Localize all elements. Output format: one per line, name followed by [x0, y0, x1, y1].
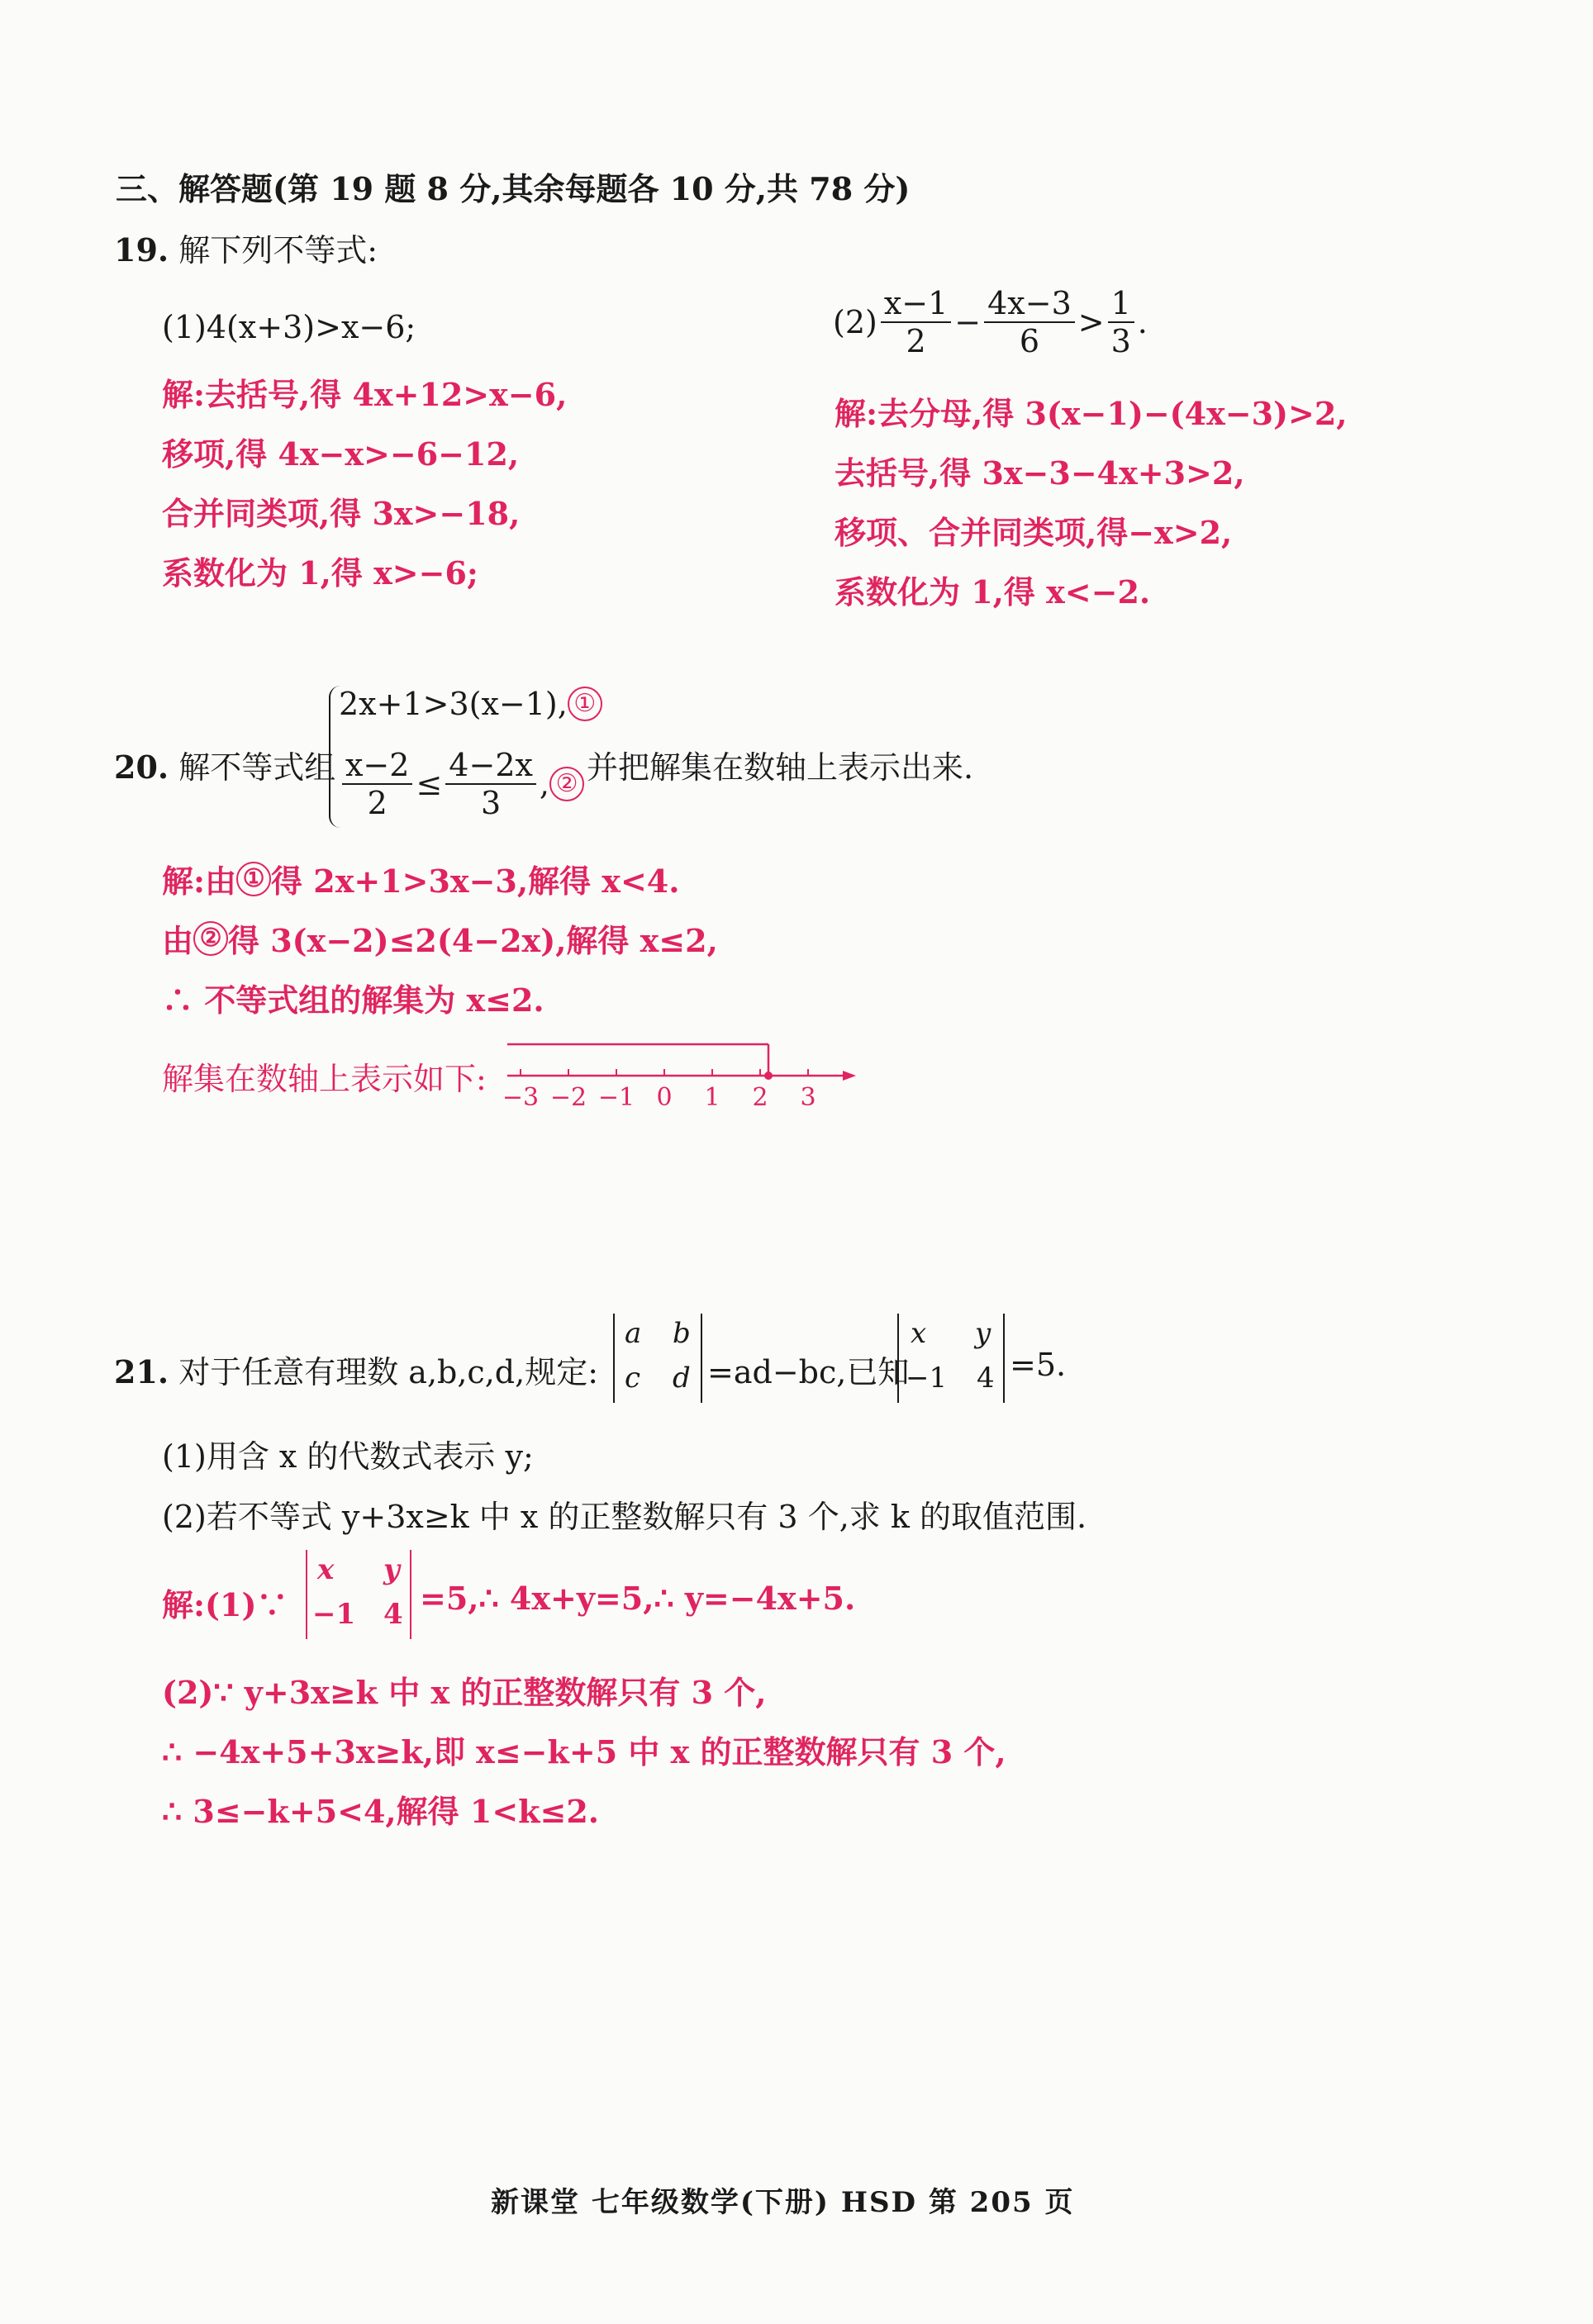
q21-solution-line-3: ∴ −4x+5+3x≥k,即 x≤−k+5 中 x 的正整数解只有 3 个, [162, 1733, 1006, 1770]
question-21-text-b: =ad−bc,已知 [707, 1354, 910, 1390]
circled-number: ① [236, 862, 271, 896]
section-heading: 三、解答题(第 19 题 8 分,其余每题各 10 分,共 78 分) [116, 170, 911, 207]
det-cell: y [975, 1317, 991, 1350]
text: 解:由 [162, 863, 237, 900]
text: 得 3(x−2)≤2(4−2x),解得 x≤2, [228, 922, 718, 959]
q21-part2: (2)若不等式 y+3x≥k 中 x 的正整数解只有 3 个,求 k 的取值范围. [162, 1499, 1087, 1535]
question-19 [114, 225, 378, 270]
numerator: 4−2x [445, 747, 536, 785]
inequality-1: 2x+1>3(x−1), [339, 686, 568, 722]
det-cell: c [625, 1362, 641, 1395]
axis-tick-label: 0 [656, 1083, 673, 1112]
comma: , [539, 766, 550, 802]
closed-point [764, 1072, 773, 1080]
q20-solution-line-2 [162, 915, 718, 961]
question-number: 19. [114, 231, 169, 269]
numerator: x−2 [342, 747, 412, 785]
question-number: 20. [114, 749, 169, 786]
det-cell: b [673, 1317, 691, 1350]
axis-tick-label: −1 [597, 1083, 635, 1112]
question-21-text-c: =5. [1010, 1347, 1067, 1383]
q21-solution-line-1b: =5,∴ 4x+y=5,∴ y=−4x+5. [420, 1580, 856, 1617]
question-text: 解不等式组 [178, 749, 336, 786]
q21-solution-line-1a: 解:(1)∵ [162, 1586, 288, 1623]
det-cell: d [673, 1362, 691, 1395]
q19-part2-solution-line: 去括号,得 3x−3−4x+3>2, [835, 454, 1245, 492]
axis-tick-label: 2 [752, 1083, 768, 1112]
fraction [1108, 285, 1134, 359]
det-cell: 4 [383, 1598, 403, 1631]
axis-tick-label: 3 [800, 1083, 816, 1112]
system-line-1 [339, 686, 602, 722]
denominator: 3 [481, 785, 502, 821]
axis-tick-label: −3 [502, 1083, 540, 1112]
question-number: 21. [114, 1353, 169, 1390]
det-cell: 4 [977, 1362, 995, 1395]
q19-part1-solution-line: 解:去括号,得 4x+12>x−6, [162, 376, 568, 413]
q20-solution-line-1 [162, 856, 679, 901]
det-cell: y [383, 1553, 400, 1586]
numerator: x−1 [881, 285, 951, 323]
q21-solution-line-4: ∴ 3≤−k+5<4,解得 1<k≤2. [162, 1793, 599, 1830]
operator: − [954, 304, 982, 340]
q19-part1-problem: (1)4(x+3)>x−6; [162, 309, 416, 345]
circled-number: ① [568, 687, 602, 721]
page-footer: 新课堂 七年级数学(下册) HSD 第 205 页 [491, 2186, 1075, 2219]
q19-part2-problem [833, 285, 1148, 359]
determinant-given [897, 1314, 1005, 1403]
det-cell: −1 [312, 1598, 356, 1631]
fraction [445, 747, 536, 821]
question-text: 解下列不等式: [178, 232, 378, 269]
text: 由 [162, 922, 194, 959]
denominator: 6 [1019, 323, 1040, 359]
denominator: 2 [906, 323, 926, 359]
numerator: 4x−3 [984, 285, 1075, 323]
denominator: 3 [1110, 323, 1131, 359]
fraction [342, 747, 412, 821]
q19-part2-solution-line: 系数化为 1,得 x<−2. [835, 573, 1151, 611]
q19-part2-solution-line: 解:去分母,得 3(x−1)−(4x−3)>2, [835, 395, 1348, 432]
question-21 [114, 1347, 598, 1392]
axis-arrow-icon [843, 1071, 856, 1081]
period: . [1137, 304, 1148, 340]
operator: > [1077, 304, 1105, 340]
det-cell: −1 [906, 1362, 948, 1395]
axis-tick-label: −2 [549, 1083, 587, 1112]
part-label: (2) [833, 304, 877, 340]
denominator: 2 [367, 785, 388, 821]
det-cell: x [317, 1553, 335, 1586]
numerator: 1 [1108, 285, 1134, 323]
q19-part1-solution-line: 合并同类项,得 3x>−18, [162, 495, 521, 532]
q20-solution-line-3: ∴ 不等式组的解集为 x≤2. [162, 981, 544, 1019]
determinant-definition [613, 1314, 702, 1403]
number-line-label: 解集在数轴上表示如下: [162, 1061, 487, 1097]
fraction [881, 285, 951, 359]
axis-tick-label: 1 [704, 1083, 720, 1112]
text: 得 2x+1>3x−3,解得 x<4. [271, 863, 680, 900]
operator: ≤ [416, 766, 443, 802]
det-cell: a [625, 1317, 642, 1350]
q21-solution-line-2: (2)∵ y+3x≥k 中 x 的正整数解只有 3 个, [162, 1674, 767, 1711]
q21-part1: (1)用含 x 的代数式表示 y; [162, 1438, 534, 1475]
question-text: 对于任意有理数 a,b,c,d,规定: [178, 1354, 599, 1390]
q19-part2-solution-line: 移项、合并同类项,得−x>2, [835, 514, 1233, 551]
system-line-2 [339, 747, 584, 821]
circled-number: ② [193, 921, 228, 956]
q19-part1-solution-line: 移项,得 4x−x>−6−12, [162, 435, 520, 473]
number-line [496, 1024, 859, 1115]
question-20 [114, 742, 335, 787]
determinant-solution [306, 1550, 411, 1639]
q19-part1-solution-line: 系数化为 1,得 x>−6; [162, 554, 478, 592]
det-cell: x [911, 1317, 927, 1350]
fraction [984, 285, 1075, 359]
question-20-tail: 并把解集在数轴上表示出来. [587, 749, 974, 786]
circled-number: ② [549, 767, 584, 801]
